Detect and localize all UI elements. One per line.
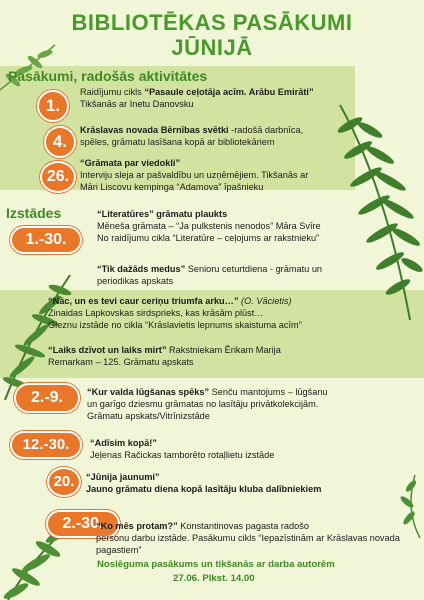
remarks-review-text: “Laiks dzīvot un laiks mirt” Rakstniekam Ērikam Marija Remarkam – 125. Grāmatu apskats (48, 345, 281, 367)
badge-26: 26. (40, 161, 76, 193)
event-1-text: Raidījumu cikls “Pasaule ceļotāja acīm. Arābu Emirāti” Tikšanās ar Inetu Danovsku (80, 87, 314, 109)
adisim-exhibition-text: “Adīsim kopā!” Jeļenas Račickas tamborēto rotaļlietu izstāde (90, 438, 275, 460)
protam-exhibition-text: “Ko mēs protam?” Konstantinovas pagasta radošo personu darbu izstāde. Pasākumu cikls “Iepazīstinām ar Krāslavas novada pagastiem” (96, 521, 400, 555)
badge-20: 20. (47, 467, 81, 497)
page-title-line2: JŪNIJĀ (171, 35, 253, 60)
junija-jaunumi-text: “Jūnija jaunumi” Jauno grāmatu diena kopā lasītāju kluba dalībniekiem (86, 472, 322, 494)
badge-4: 4. (44, 126, 76, 158)
section-heading-events: Pasākumi, radošās aktivitātes (8, 68, 208, 84)
page-title-line1: BIBLIOTĒKAS PASĀKUMI (71, 10, 353, 35)
lugsanas-exhibition-text: “Kur valda lūgšanas spēks” Senču mantojums – lūgšanu un garīgo dziesmu grāmatas no lasītāju privātkolekcijām. Grāmatu apskats/Vitrīnizstāde (87, 387, 328, 421)
event-4-text: Krāslavas novada Bērnības svētki -radošā darbnīca, spēles, grāmatu lasīšana kopā ar bibliotekāriem (80, 125, 304, 147)
badge-1: 1. (37, 90, 69, 122)
badge-12-30: 12.-30. (10, 431, 82, 459)
event-26-text: “Grāmata par viedokli” Interviju sleja ar pašvaldību un uzņēmējiem. Tikšanās ar Māri Liscovu kempinga “Adamova” īpašnieku (80, 158, 309, 192)
section-heading-exhibitions: Izstādes (6, 205, 62, 221)
badge-2-30: 2.-30. (46, 510, 120, 538)
medus-text: “Tik dažāds medus” Senioru ceturtdiena - grāmatu un periodikas apskats (97, 264, 323, 286)
literatures-shelf-text: “Literatūres” grāmatu plaukts Mēneša grāmata – “Ja pulkstenis nenodos” Māra Svīre No raidījumu cikla “Literatūre – ceļojums ar rakstnieku” (97, 209, 321, 243)
badge-2-9: 2.-9. (14, 383, 80, 413)
badge-1-30: 1.-30. (10, 226, 82, 254)
closing-event-date: 27.06. Plkst. 14.00 (173, 573, 255, 584)
closing-event-line1: Noslēguma pasākums un tikšanās ar darba autorēm (97, 559, 335, 570)
vacietis-exhibition-text: “Nāc, un es tevi caur ceriņu triumfa arku…” (O. Vācietis) Zinaidas Lapkovskas sirdsprieks, kas krāsām plūst… Gleznu izstāde no cikla “Krāslavietis lepnums skaistuma acīm” (48, 296, 302, 330)
